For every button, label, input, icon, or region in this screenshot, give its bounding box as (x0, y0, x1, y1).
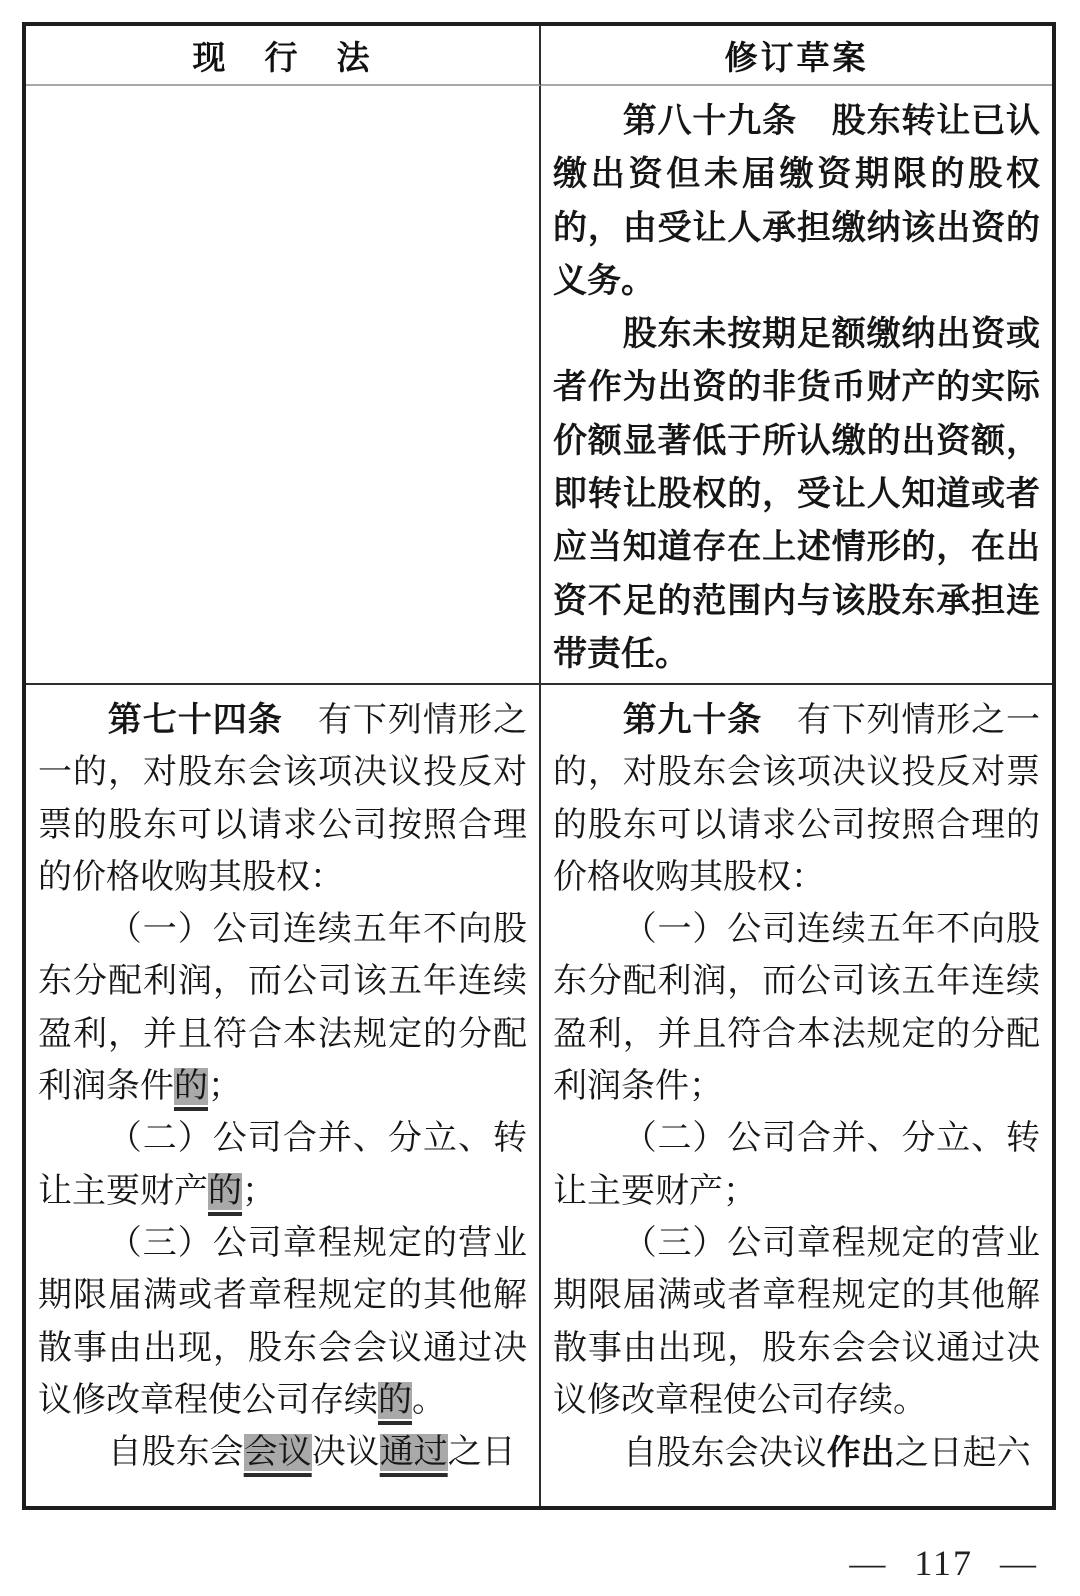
current-law-cell-article-74 (26, 685, 541, 1506)
body-text: 决议 (311, 1434, 380, 1472)
page-number: — 117 — (849, 1543, 1038, 1583)
revised-draft-cell-article-90 (541, 685, 1052, 1506)
law-paragraph (38, 1113, 527, 1218)
body-text: （三）公司章程规定的营业期限届满或者章程规定的其他解散事由出现，股东会会议通过决议修改章程使公司存续。 (553, 1224, 1040, 1419)
bold-text: 作出 (826, 1433, 895, 1474)
highlighted-text: 的 (174, 1068, 208, 1106)
bold-text: 股东未按期足额缴纳出资或者作为出资的非货币财产的实际价额显著低于所认缴的出资额，即转让股权的，受让人知道或者应当知道存在上述情形的，在出资不足的范围内与该股东承担连带责任。 (553, 314, 1040, 674)
body-text: （一）公司连续五年不向股东分配利润，而公司该五年连续盈利，并且符合本法规定的分配利润条件 (38, 911, 527, 1106)
body-text: ； (208, 1068, 242, 1106)
law-paragraph (553, 308, 1040, 681)
body-text: （一）公司连续五年不向股东分配利润，而公司该五年连续盈利，并且符合本法规定的分配利润条件； (553, 911, 1040, 1106)
highlighted-text: 通过 (379, 1434, 448, 1472)
body-text: 自股东会决议 (622, 1435, 827, 1473)
body-text: 有下列情形之一的，对股东会该项决议投反对票的股东可以请求公司按照合理的价格收购其股权： (553, 702, 1041, 896)
law-paragraph (553, 904, 1040, 1113)
body-text: 自股东会 (107, 1434, 244, 1472)
highlighted-text: 的 (378, 1381, 412, 1419)
body-text: （二）公司合并、分立、转让主要财产 (38, 1120, 527, 1210)
law-paragraph (553, 1113, 1040, 1218)
law-paragraph (38, 694, 527, 904)
body-text: 。 (412, 1381, 446, 1419)
body-text: ； (242, 1172, 276, 1210)
law-paragraph (38, 1218, 527, 1427)
body-text: 有下列情形之一的，对股东会该项决议投反对票的股东可以请求公司按照合理的价格收购其股权： (38, 702, 528, 896)
header-revised-draft-label: 修订草案 (724, 37, 869, 77)
header-revised-draft (541, 26, 1052, 86)
bold-text: 第七十四条 (107, 700, 283, 740)
body-text: 之日起六 (894, 1435, 1031, 1473)
header-current-law (26, 26, 541, 86)
bold-text: 第九十条 (622, 700, 763, 740)
highlighted-text: 会议 (243, 1434, 312, 1472)
body-text: （二）公司合并、分立、转让主要财产； (553, 1120, 1040, 1210)
law-paragraph (553, 95, 1040, 308)
law-paragraph (553, 1427, 1040, 1480)
law-paragraph (38, 1427, 527, 1479)
law-paragraph (38, 904, 527, 1113)
body-text: （三）公司章程规定的营业期限届满或者章程规定的其他解散事由出现，股东会会议通过决议修改章程使公司存续 (38, 1224, 527, 1419)
law-paragraph (553, 1218, 1040, 1427)
law-paragraph (553, 694, 1040, 904)
highlighted-text: 的 (208, 1172, 242, 1210)
law-comparison-table (22, 22, 1056, 1510)
body-text: 之日 (447, 1434, 516, 1472)
current-law-cell-article-89-row (26, 86, 541, 685)
header-current-law-label: 现 行 法 (192, 37, 373, 77)
revised-draft-cell-article-89 (541, 86, 1052, 685)
bold-text: 第八十九条 股东转让已认缴出资但未届缴资期限的股权的，由受让人承担缴纳该出资的义务。 (553, 101, 1040, 301)
